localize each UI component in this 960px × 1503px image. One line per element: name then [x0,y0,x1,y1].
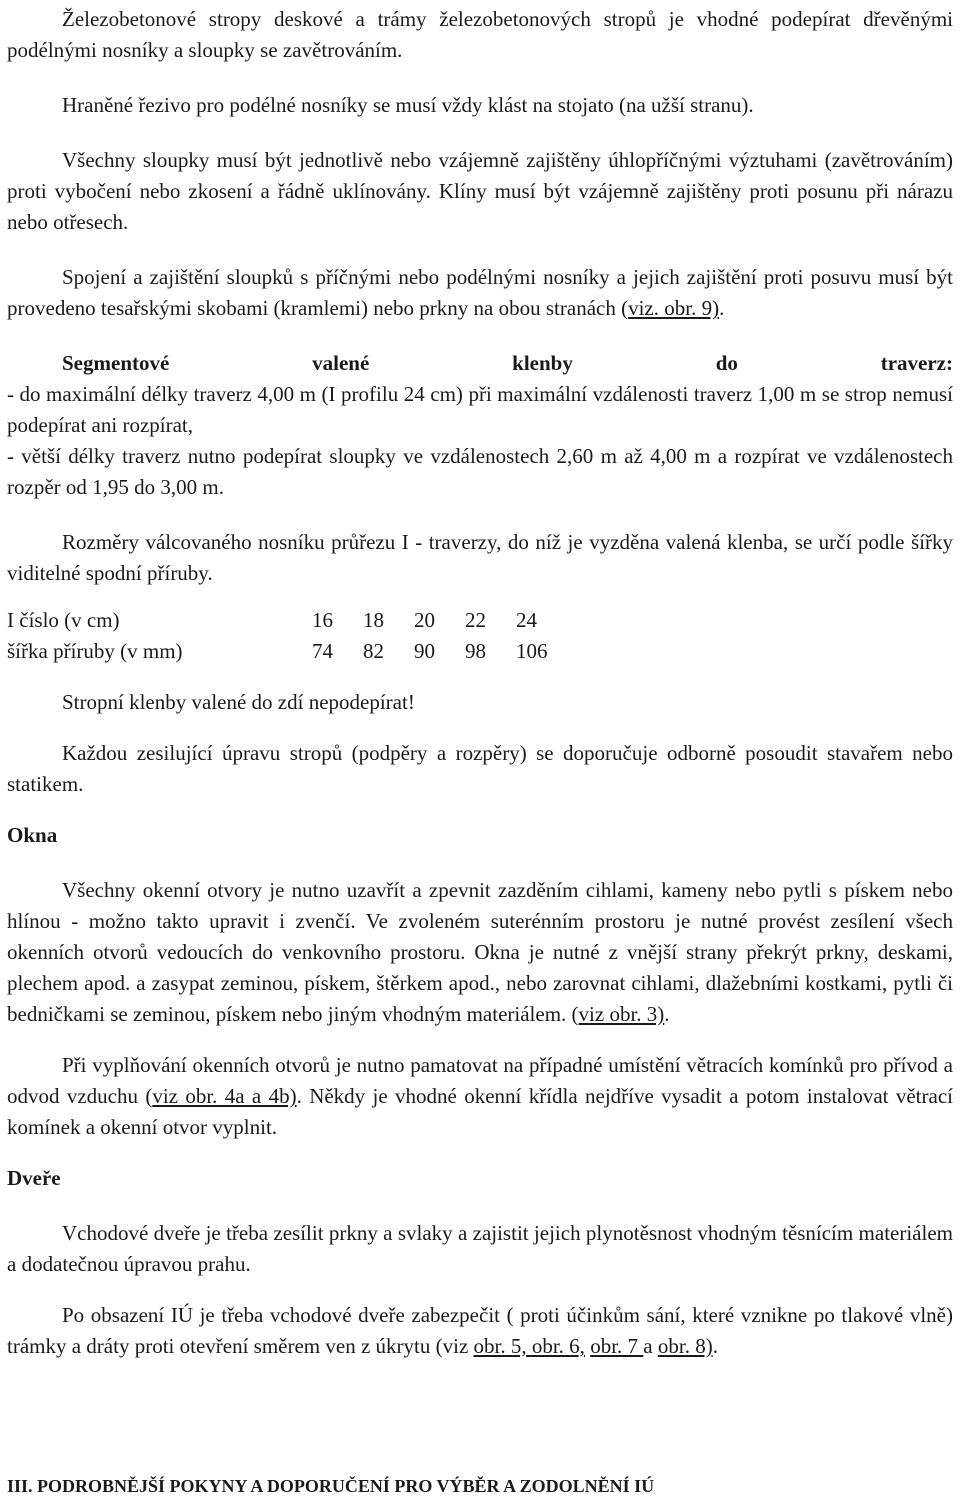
figure-3-link[interactable]: viz obr. 3) [578,1002,665,1026]
row-label: šířka příruby (v mm) [7,639,183,663]
table-cell: 106 [516,639,548,663]
table-row [7,605,567,636]
paragraph-joints-end: . [719,296,725,320]
table-cell: 82 [363,639,384,663]
paragraph-vaults-warning: Stropní klenby valené do zdí nepodepírat! [62,690,415,714]
paragraph-doors-2-text: Po obsazení IÚ je třeba vchodové dveře zabezpečit ( proti účinkům sání, které vznikne po tlakové vlně) trámky a dráty proti otevření směrem ven z úkrytu (viz [7,1303,953,1358]
paragraph-posts: Všechny sloupky musí být jednotlivě nebo vzájemně zajištěny úhlopříčnými výztuhami (zavětrováním) proti vybočení nebo zkosení a řádně uklínovány. Klíny musí být vzájemně zajištěny proti posunu při nárazu nebo otřesech. [7,148,953,234]
paragraph-windows-1 [7,875,953,1030]
segment-heading: Segmentové valené klenby do traverz: [62,351,953,375]
row-label: I číslo (v cm) [7,608,120,632]
paragraph-windows-1-text: Všechny okenní otvory je nutno uzavřít a zpevnit zazděním cihlami, kameny nebo pytli s pískem nebo hlínou - možno takto upravit i zvenčí. Ve zvoleném suterénním prostoru je nutné provést zesílení všech okenních otvorů vedoucích do venkovního prostoru. Okna je nutné z vnější strany překrýt prkny, deskami, plechem apod. a zasypat zeminou, pískem, štěrkem apod., nebo zarovnat cihlami, dlažebními kostkami, pytli či bedničkami se zeminou, pískem nebo jiným vhodným materiálem. ( [7,878,953,1026]
document-page [7,4,953,1362]
paragraph-doors-2-end: . [712,1334,718,1358]
paragraph-joints [7,262,953,324]
paragraph-doors-1: Vchodové dveře je třeba zesílit prkny a svlaky a zajistit jejich plynotěsnost vhodným těsnícím materiálem a dodatečnou úpravou prahu. [7,1221,953,1276]
table-cell: 74 [312,639,333,663]
paragraph-expert: Každou zesilující úpravu stropů (podpěry a rozpěry) se doporučuje odborně posoudit stavařem nebo statikem. [7,741,953,796]
paragraph-dimensions: Rozměry válcovaného nosníku průřezu I - traverzy, do níž je vyzděna valená klenba, se určí podle šířky viditelné spodní příruby. [7,530,953,585]
section-heading-doors: Dveře [7,1166,61,1190]
figure-8-link[interactable]: obr. 8) [657,1334,713,1358]
paragraph-windows-2-text: Při vyplňování okenních otvorů je nutno pamatovat na případné umístění větracích komínků pro přívod a odvod vzduchu ( [7,1053,953,1108]
paragraph-ceilings: Železobetonové stropy deskové a trámy železobetonových stropů je vhodné podepírat dřevěnými podélnými nosníky a sloupky se zavětrováním. [7,7,953,62]
figure-4-link[interactable]: viz obr. 4a a 4b) [152,1084,297,1108]
paragraph-windows-2-end: . Někdy je vhodné okenní křídla nejdříve vysadit a potom instalovat větrací komínek a okenní otvor vyplnit. [7,1084,953,1139]
chapter-heading: III. PODROBNĚJŠÍ POKYNY A DOPORUČENÍ PRO VÝBĚR A ZODOLNĚNÍ IÚ [7,1476,655,1496]
paragraph-windows-1-end: . [664,1002,670,1026]
figure-7-link[interactable]: obr. 7 [590,1334,644,1358]
conjunction-text: a [643,1334,658,1358]
table-cell: 98 [465,639,486,663]
table-cell: 90 [414,639,435,663]
section-heading-windows: Okna [7,823,58,847]
table-cell: 22 [465,608,486,632]
paragraph-timber: Hraněné řezivo pro podélné nosníky se musí vždy klást na stojato (na užší stranu). [62,93,754,117]
paragraph-doors-2 [7,1300,953,1362]
table-row [7,636,567,667]
table-cell: 18 [363,608,384,632]
flange-table [7,605,567,667]
paragraph-joints-text: Spojení a zajištění sloupků s příčnými nebo podélnými nosníky a jejich zajištění proti posuvu musí být provedeno tesařskými skobami (kramlemi) nebo prkny na obou stranách ( [7,265,953,320]
table-cell: 24 [516,608,537,632]
figure-9-link[interactable]: viz. obr. 9) [628,296,720,320]
segment-line-2: - větší délky traverz nutno podepírat sloupky ve vzdálenostech 2,60 m až 4,00 m a rozpírat ve vzdálenostech rozpěr od 1,95 do 3,00 m. [7,444,953,499]
table-cell: 20 [414,608,435,632]
table-cell: 16 [312,608,333,632]
segment-line-1: - do maximální délky traverz 4,00 m (I profilu 24 cm) při maximální vzdálenosti traverz 1,00 m se strop nemusí podepírat ani rozpírat, [7,382,953,437]
paragraph-windows-2 [7,1050,953,1143]
figure-5-6-link[interactable]: obr. 5, obr. 6, [473,1334,585,1358]
